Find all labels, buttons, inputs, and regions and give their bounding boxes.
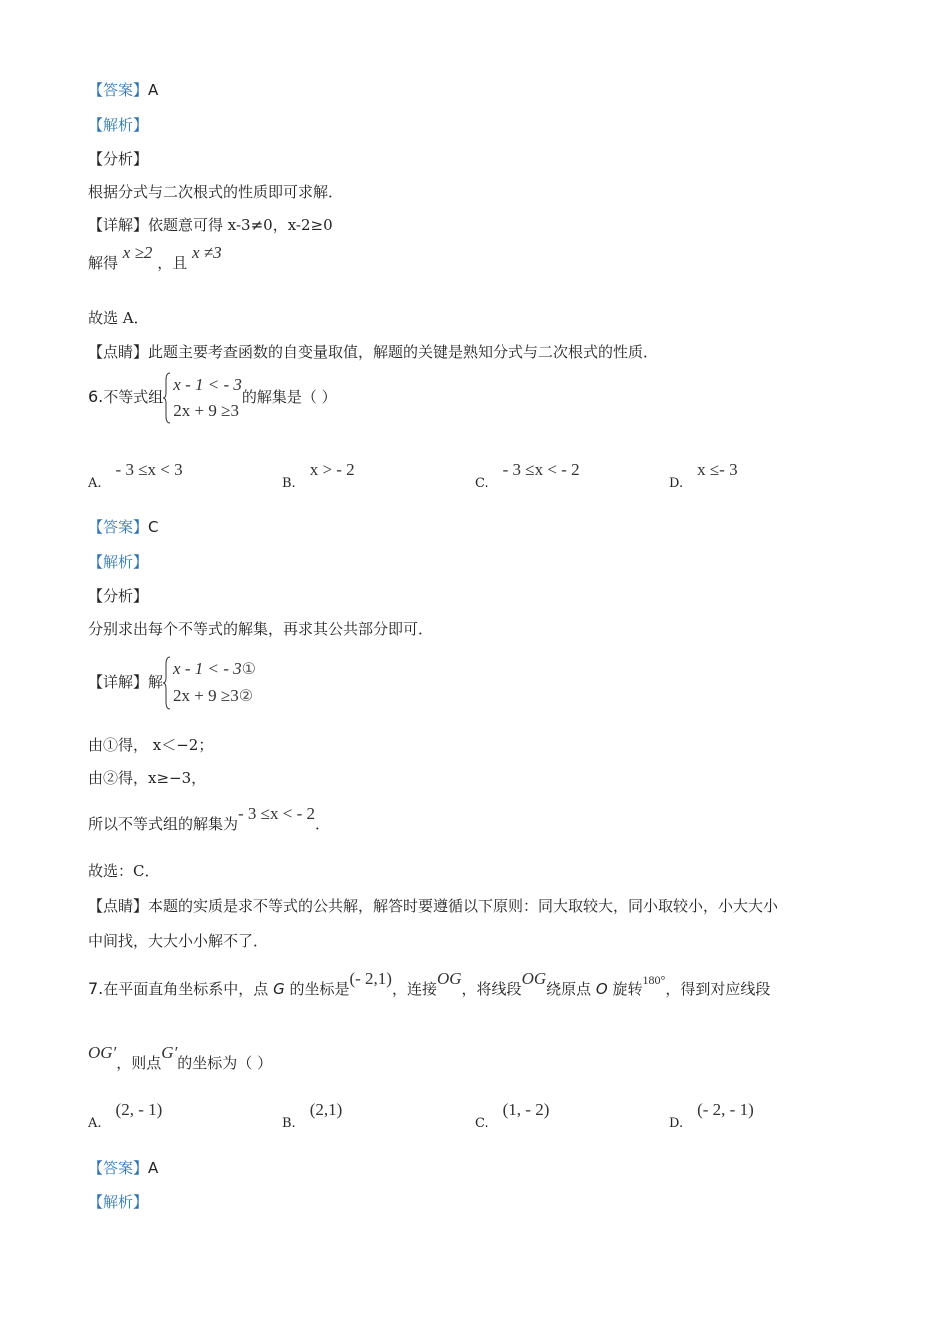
math-x-ne-3: x ≠3 bbox=[192, 243, 222, 262]
left-brace-icon bbox=[163, 372, 171, 424]
q7-text: 绕原点 bbox=[546, 980, 592, 998]
point-g: G bbox=[273, 980, 285, 998]
q7-text: 的坐标是 bbox=[289, 980, 350, 998]
q7-stem-line1 bbox=[88, 969, 771, 1001]
option-math: - 3 ≤x < 3 bbox=[115, 460, 183, 479]
comment-text: 本题的实质是求不等式的公共解，解答时要遵循以下原则：同大取较大，同小取较小，小大大小 bbox=[148, 897, 779, 915]
q5-detail-line bbox=[88, 214, 333, 236]
q6-option-d[interactable] bbox=[669, 460, 738, 491]
detail-tag: 【详解】 bbox=[88, 216, 149, 234]
q5-answer-line bbox=[88, 79, 158, 101]
point-g-prime: G′ bbox=[161, 1043, 178, 1062]
q7-option-a[interactable] bbox=[88, 1100, 163, 1131]
q7-option-b[interactable] bbox=[282, 1100, 343, 1131]
circled-one: ① bbox=[241, 661, 256, 678]
solve-prefix: 解得 bbox=[88, 254, 119, 272]
solve-and: ，且 bbox=[157, 254, 188, 272]
option-math: (2,1) bbox=[309, 1100, 343, 1119]
q5-comment-line bbox=[88, 341, 658, 363]
option-letter: C. bbox=[475, 476, 489, 491]
q6-conclusion: 故选：C． bbox=[88, 862, 160, 880]
option-math: (- 2, - 1) bbox=[697, 1100, 754, 1119]
comment-text: 此题主要考查函数的自变量取值，解题的关键是熟知分式与二次根式的性质． bbox=[148, 343, 659, 361]
option-letter: A. bbox=[88, 1116, 102, 1131]
answer-value: C bbox=[148, 518, 159, 536]
q6-detail-line bbox=[88, 656, 256, 710]
origin-o: O bbox=[595, 980, 608, 998]
q7-text: ，连接 bbox=[391, 980, 437, 998]
q6-option-b[interactable] bbox=[282, 460, 355, 491]
coord-g: (- 2,1) bbox=[349, 969, 392, 988]
option-letter: C. bbox=[475, 1116, 489, 1131]
option-math: (1, - 2) bbox=[502, 1100, 550, 1119]
q6-stem bbox=[88, 372, 337, 424]
q6-option-a[interactable] bbox=[88, 460, 183, 491]
q5-fenxi-text: 根据分式与二次根式的性质即可求解． bbox=[88, 183, 344, 201]
q6-step2: 由②得，x≥−3， bbox=[88, 769, 207, 787]
q6-stem-suffix: 的解集是（ ） bbox=[241, 388, 337, 406]
answer-tag: 【答案】 bbox=[88, 518, 149, 536]
q6-comment-line2: 中间找，大大小小解不了． bbox=[88, 932, 269, 950]
q7-text: 在平面直角坐标系中，点 bbox=[103, 980, 269, 998]
segment-og-prime: OG′ bbox=[88, 1043, 117, 1062]
math-x-ge-2: x ≥2 bbox=[122, 243, 153, 262]
q5-fenxi-tag: 【分析】 bbox=[88, 150, 149, 168]
q5-solve-line bbox=[88, 243, 222, 274]
q7-answer-line bbox=[88, 1157, 158, 1179]
segment-og-2: OG bbox=[521, 969, 547, 988]
detail-word: 解 bbox=[148, 673, 164, 691]
answer-tag: 【答案】 bbox=[88, 81, 149, 99]
q7-option-c[interactable] bbox=[475, 1100, 550, 1131]
segment-og: OG bbox=[436, 969, 462, 988]
detail-tag: 【详解】 bbox=[88, 673, 149, 691]
answer-value: A bbox=[148, 81, 159, 99]
option-letter: D. bbox=[669, 1116, 684, 1131]
detail-text: 依题意可得 x-3≠0，x-2≥0 bbox=[148, 216, 333, 234]
q7-stem-line2 bbox=[88, 1043, 273, 1074]
q6-result-line bbox=[88, 804, 331, 835]
q6-fenxi-text: 分别求出每个不等式的解集，再求其公共部分即可． bbox=[88, 620, 434, 638]
q6-answer-line bbox=[88, 516, 159, 538]
q6-jiexi-tag: 【解析】 bbox=[88, 553, 149, 571]
option-math: x > - 2 bbox=[309, 460, 355, 479]
option-letter: A. bbox=[88, 476, 102, 491]
q6-comment-line1 bbox=[88, 895, 778, 917]
q6-stem-prefix: 不等式组 bbox=[103, 388, 164, 406]
option-letter: D. bbox=[669, 476, 684, 491]
q7-text: ，将线段 bbox=[461, 980, 522, 998]
q7-text: ，则点 bbox=[116, 1054, 162, 1072]
result-suffix: ． bbox=[315, 815, 331, 833]
option-math: - 3 ≤x < - 2 bbox=[502, 460, 580, 479]
option-letter: B. bbox=[282, 476, 296, 491]
angle-180: 180° bbox=[642, 973, 666, 987]
answer-tag: 【答案】 bbox=[88, 1159, 149, 1177]
left-brace-icon bbox=[163, 656, 171, 710]
q7-text: 的坐标为（ ） bbox=[177, 1054, 273, 1072]
q6-fenxi-tag: 【分析】 bbox=[88, 587, 149, 605]
result-prefix: 所以不等式组的解集为 bbox=[88, 815, 239, 833]
q7-text: 旋转 bbox=[612, 980, 643, 998]
result-math: - 3 ≤x < - 2 bbox=[238, 804, 316, 823]
answer-value: A bbox=[148, 1159, 159, 1177]
q7-jiexi-tag: 【解析】 bbox=[88, 1193, 149, 1211]
comment-tag: 【点睛】 bbox=[88, 343, 149, 361]
circled-two: ② bbox=[238, 688, 254, 705]
q5-jiexi-tag: 【解析】 bbox=[88, 116, 149, 134]
q7-number: 7. bbox=[88, 979, 104, 998]
q7-option-d[interactable] bbox=[669, 1100, 754, 1131]
q6-step1: 由①得， x＜−2； bbox=[88, 736, 214, 754]
detail-row1: x - 1 < - 3① bbox=[173, 659, 256, 678]
comment-tag: 【点睛】 bbox=[88, 897, 149, 915]
q6-system-row1: x - 1 < - 3 bbox=[173, 375, 242, 394]
q6-number: 6. bbox=[88, 387, 104, 406]
q6-detail-system bbox=[163, 656, 256, 710]
option-math: x ≤- 3 bbox=[697, 460, 738, 479]
option-math: (2, - 1) bbox=[115, 1100, 163, 1119]
q7-text: ，得到对应线段 bbox=[665, 980, 771, 998]
detail-row2: 2x + 9 ≥3② bbox=[173, 686, 254, 705]
q6-inequality-system bbox=[163, 372, 242, 424]
option-letter: B. bbox=[282, 1116, 296, 1131]
q5-conclusion: 故选 A． bbox=[88, 309, 149, 327]
q6-system-row2: 2x + 9 ≥3 bbox=[173, 401, 239, 420]
q6-option-c[interactable] bbox=[475, 460, 580, 491]
